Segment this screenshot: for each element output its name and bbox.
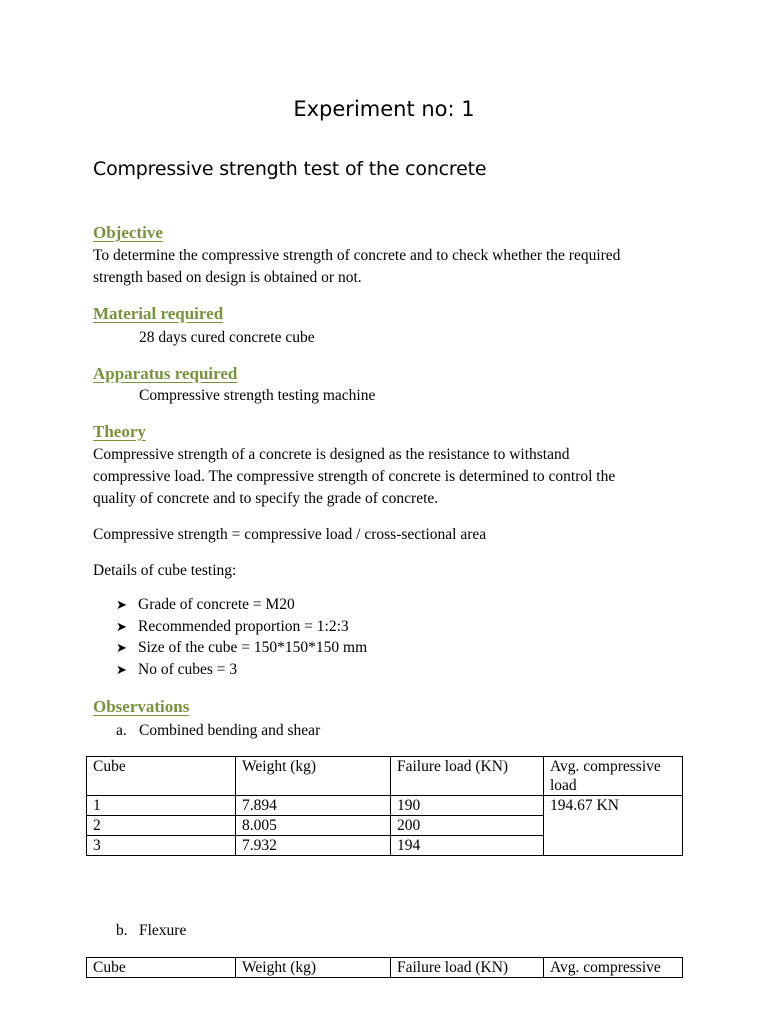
table-header-cell: Avg. compressive load [544, 757, 683, 796]
arrow-bullet-icon: ➤ [116, 598, 127, 613]
page-title: Experiment no: 1 [293, 97, 475, 121]
table-header-cell: Failure load (KN) [391, 958, 544, 978]
table-cell: 1 [87, 796, 236, 816]
bullet-text: No of cubes = 3 [138, 661, 238, 678]
objective-line-2: strength based on design is obtained or not. [93, 269, 362, 286]
table-cell: 190 [391, 796, 544, 816]
table-cell: 200 [391, 816, 544, 836]
bullet-text: Recommended proportion = 1:2:3 [138, 618, 349, 635]
table-cell: 7.932 [236, 836, 391, 856]
objective-line-1: To determine the compressive strength of concrete and to check whether the required [93, 247, 621, 264]
arrow-bullet-icon: ➤ [116, 620, 127, 635]
bullet-text: Size of the cube = 150*150*150 mm [138, 639, 368, 656]
apparatus-text: Compressive strength testing machine [139, 387, 376, 404]
section-title: Flexure [139, 922, 187, 939]
table-cell: 2 [87, 816, 236, 836]
arrow-bullet-icon: ➤ [116, 641, 127, 656]
table-header-cell: Weight (kg) [236, 958, 391, 978]
table-cell: 8.005 [236, 816, 391, 836]
table-header-cell: Avg. compressive [544, 958, 683, 978]
arrow-bullet-icon: ➤ [116, 663, 127, 678]
section-b-label [116, 920, 186, 942]
section-a-label [116, 720, 320, 742]
theory-heading: Theory [93, 422, 146, 441]
bullet-item [116, 594, 295, 617]
bullet-item [116, 616, 349, 639]
average-cell: 194.67 KN [544, 796, 683, 856]
observations-heading: Observations [93, 697, 190, 716]
table-header-cell: Cube [87, 757, 236, 796]
theory-line-2: compressive load. The compressive strength of concrete is determined to control the [93, 468, 616, 485]
table-header-cell: Failure load (KN) [391, 757, 544, 796]
observation-table-b [86, 957, 683, 978]
table-header-cell: Weight (kg) [236, 757, 391, 796]
bullet-item [116, 659, 237, 682]
bullet-text: Grade of concrete = M20 [138, 596, 295, 613]
observation-table-a [86, 756, 683, 856]
experiment-subtitle: Compressive strength test of the concrete [93, 158, 487, 180]
details-label: Details of cube testing: [93, 562, 237, 579]
list-marker: a. [116, 722, 127, 739]
theory-line-1: Compressive strength of a concrete is designed as the resistance to withstand [93, 446, 570, 463]
apparatus-heading: Apparatus required [93, 364, 238, 383]
objective-heading: Objective [93, 223, 163, 242]
table-cell: 7.894 [236, 796, 391, 816]
formula-text: Compressive strength = compressive load / cross-sectional area [93, 526, 487, 543]
list-marker: b. [116, 922, 128, 939]
table-header-cell: Cube [87, 958, 236, 978]
material-text: 28 days cured concrete cube [139, 329, 315, 346]
theory-line-3: quality of concrete and to specify the grade of concrete. [93, 490, 439, 507]
table-row [87, 796, 683, 816]
table-cell: 3 [87, 836, 236, 856]
section-title: Combined bending and shear [139, 722, 321, 739]
material-heading: Material required [93, 304, 224, 323]
table-cell: 194 [391, 836, 544, 856]
bullet-item [116, 637, 367, 660]
